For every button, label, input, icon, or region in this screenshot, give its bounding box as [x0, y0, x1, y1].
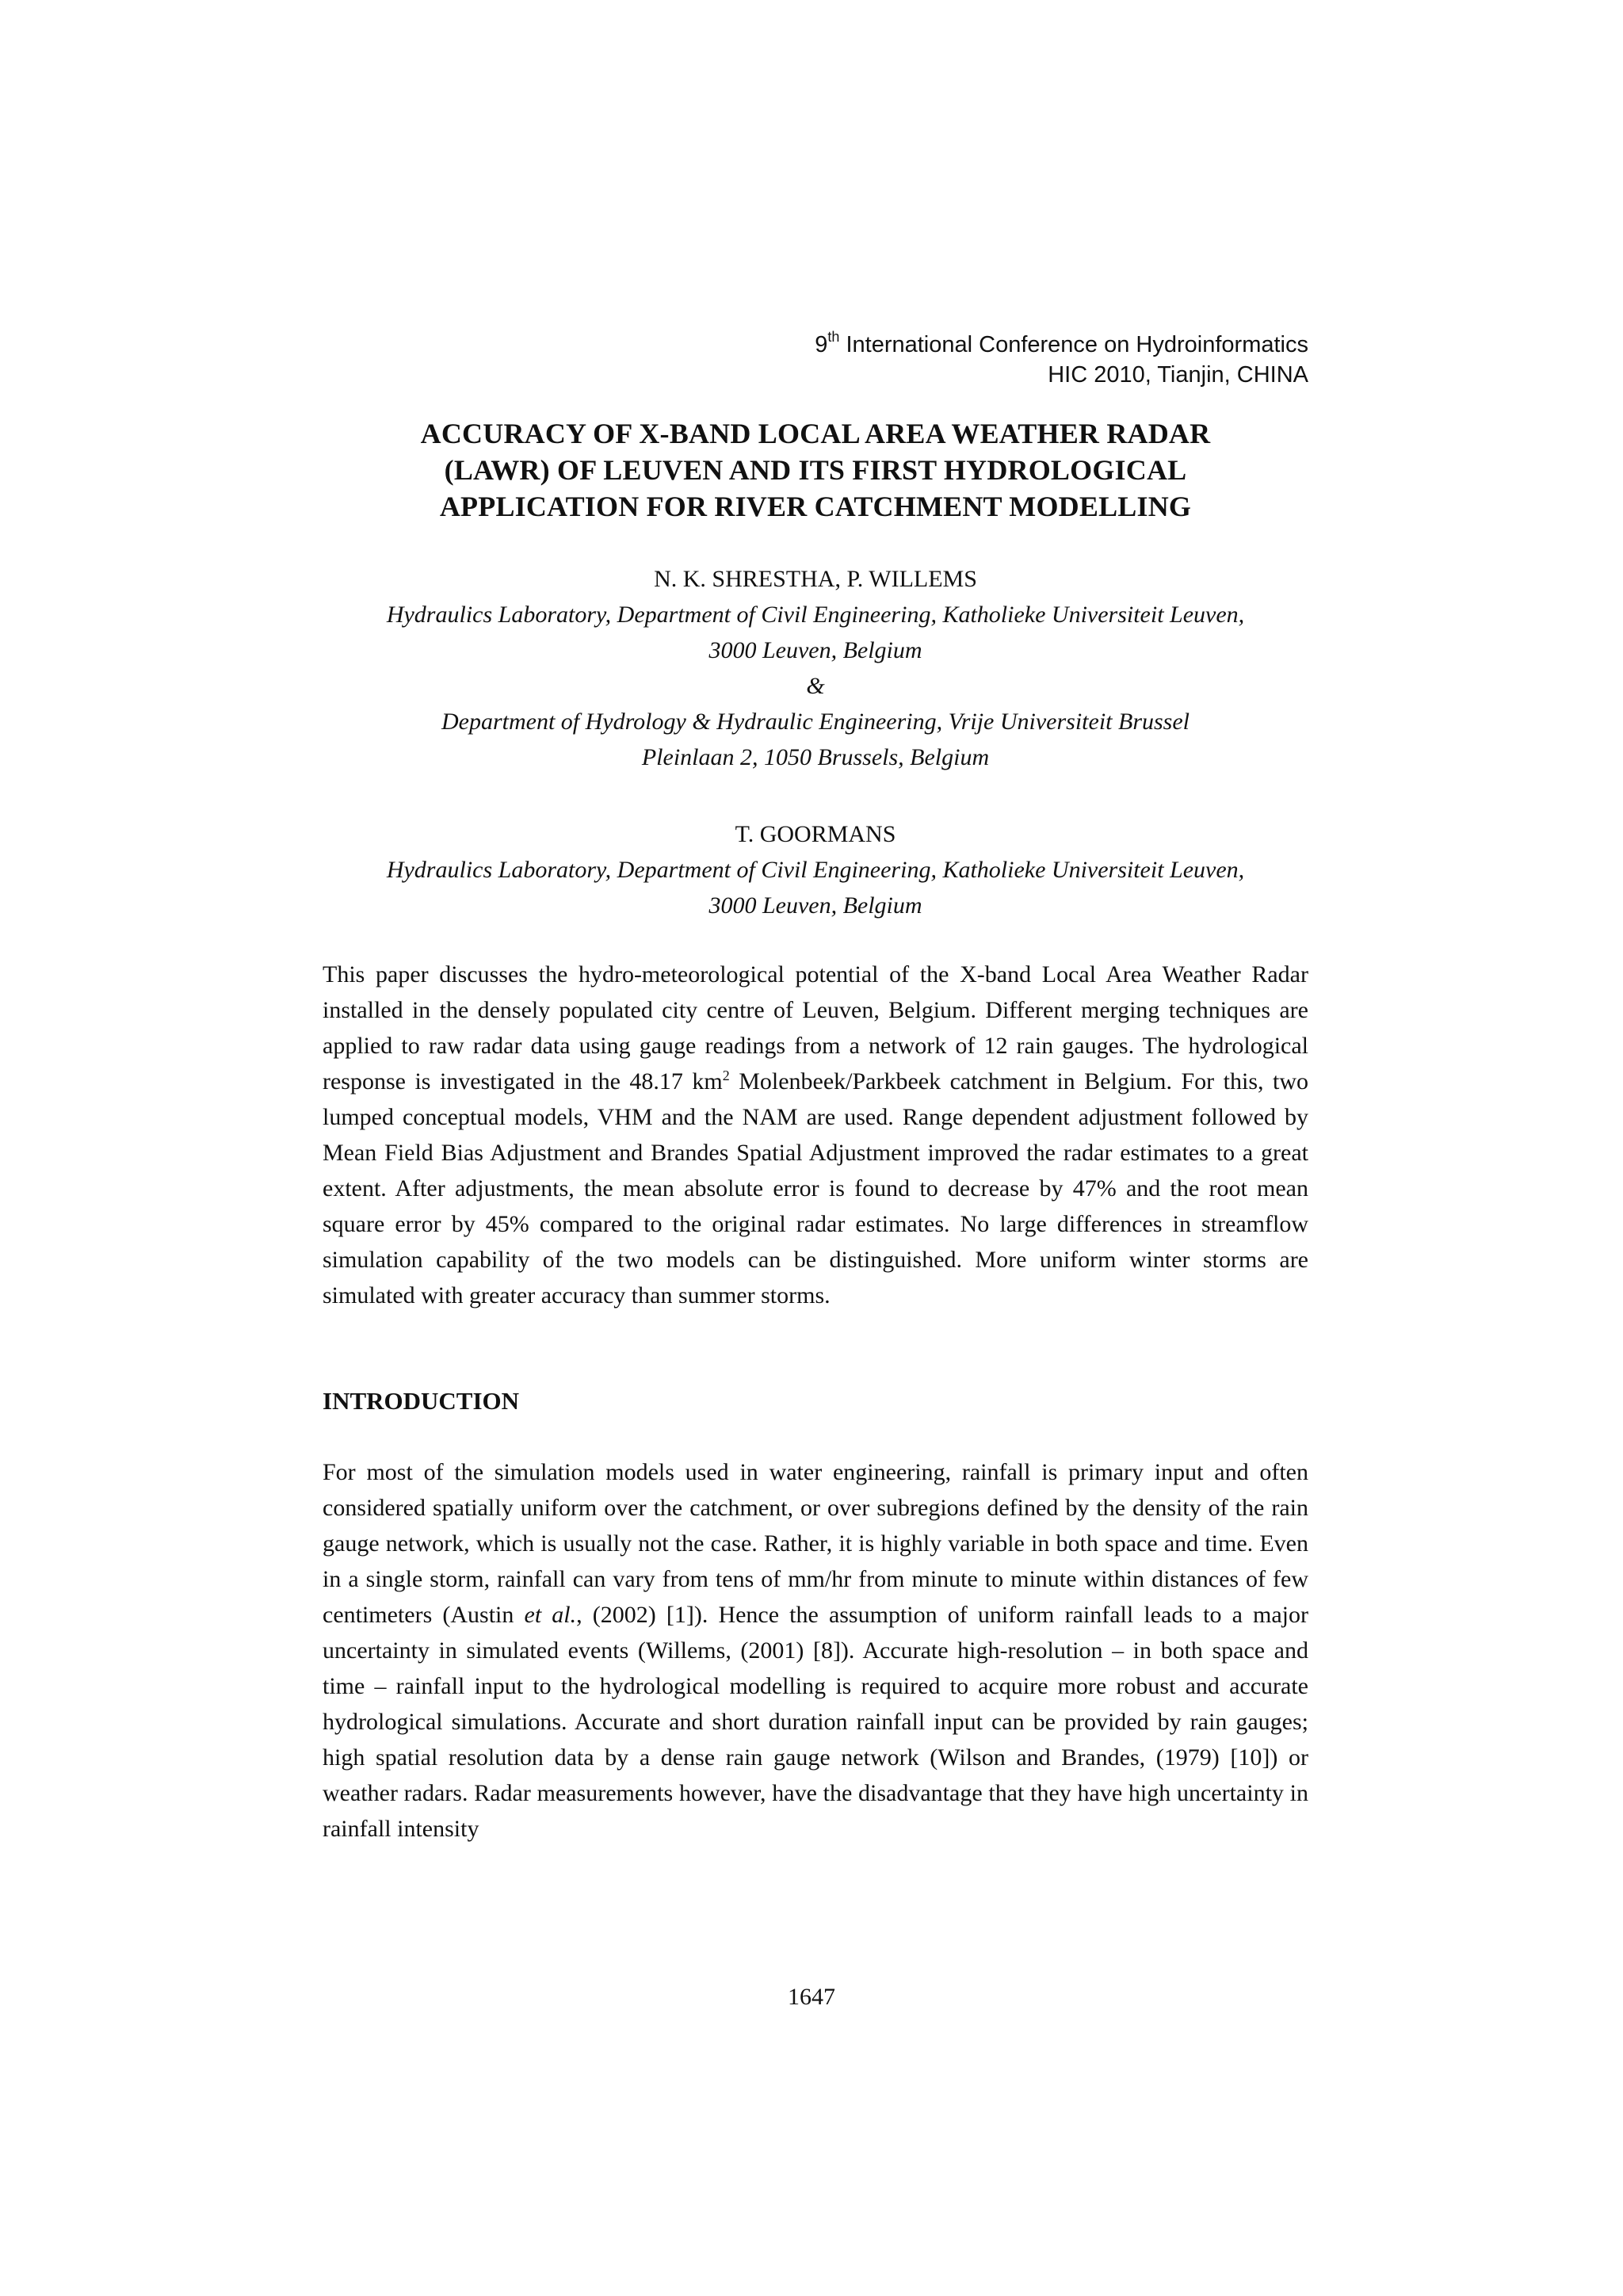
- section-heading-introduction: INTRODUCTION: [323, 1387, 520, 1415]
- author-names: T. GOORMANS: [735, 821, 896, 847]
- page-number: 1647: [788, 1984, 835, 2010]
- introduction-text: , (2002) [1]). Hence the assumption of uniform rainfall leads to a major uncertainty in simulated events (Willems, (2001) [8]). Accurate high-resolution – in both space and time – rainfall input to the hydrological modelling is required to acquire more robust and accurate hydrological simulations. Accurate and short duration rainfall input can be provided by rain gauges; high spatial resolution data by a dense rain gauge network (Wilson and Brandes, (1979) [10]) or weather radars. Radar measurements however, have the disadvantage that they have high uncertainty in rainfall intensity: [323, 1602, 1308, 1842]
- title-line-2: (LAWR) OF LEUVEN AND ITS FIRST HYDROLOGICAL: [444, 454, 1187, 486]
- affiliation-line: 3000 Leuven, Belgium: [708, 637, 922, 663]
- affiliation-line: Department of Hydrology & Hydraulic Engineering, Vrije Universiteit Brussel: [441, 709, 1190, 735]
- affiliation-line: Pleinlaan 2, 1050 Brussels, Belgium: [641, 744, 990, 770]
- title-line-1: ACCURACY OF X-BAND LOCAL AREA WEATHER RADAR: [420, 418, 1211, 449]
- author-names: N. K. SHRESTHA, P. WILLEMS: [654, 566, 977, 592]
- affiliation-line: Hydraulics Laboratory, Department of Civil Engineering, Katholieke Universiteit Leuven,: [386, 602, 1245, 628]
- abstract-text: Molenbeek/Parkbeek catchment in Belgium. For this, two lumped conceptual models, VHM and the NAM are used. Range dependent adjustment followed by Mean Field Bias Adjustment and Brandes Spatial Adjustment improved the radar estimates to a great extent. After adjustments, the mean absolute error is found to decrease by 47% and the root mean square error by 45% compared to the original radar estimates. No large differences in streamflow simulation capability of the two models can be distinguished. More uniform winter storms are simulated with greater accuracy than summer storms.: [323, 1068, 1308, 1308]
- conference-ordinal-suffix: th: [827, 329, 840, 346]
- conference-ordinal: 9: [815, 332, 828, 357]
- paper-title: [323, 415, 1308, 525]
- conference-name: International Conference on Hydroinformatics: [839, 332, 1308, 357]
- affiliation-line: Hydraulics Laboratory, Department of Civil Engineering, Katholieke Universiteit Leuven,: [386, 857, 1245, 883]
- affiliation-separator: &: [806, 673, 825, 699]
- abstract-paragraph: [323, 957, 1308, 1313]
- author-block-2: [323, 816, 1308, 923]
- introduction-text: For most of the simulation models used in water engineering, rainfall is primary input and often considered spatially uniform over the catchment, or over subregions defined by the density of the rain gauge network, which is usually not the case. Rather, it is highly variable in both space and time. Even in a single storm, rainfall can vary from tens of mm/hr from minute to minute within distances of few centimeters (Austin: [323, 1459, 1308, 1628]
- conference-name-line: [595, 330, 1308, 360]
- title-line-3: APPLICATION FOR RIVER CATCHMENT MODELLING: [439, 491, 1192, 522]
- author-block-1: [323, 561, 1308, 775]
- conference-venue: HIC 2010, Tianjin, CHINA: [1048, 362, 1308, 388]
- affiliation-line: 3000 Leuven, Belgium: [708, 892, 922, 919]
- abstract-text: This paper discusses the hydro-meteorological potential of the X-band Local Area Weather Radar installed in the densely populated city centre of Leuven, Belgium. Different merging techniques are applied to raw radar data using gauge readings from a network of 12 rain gauges. The hydrological response is investigated in the 48.17 km: [323, 961, 1308, 1095]
- introduction-paragraph: [323, 1454, 1308, 1847]
- conference-header: [595, 330, 1308, 390]
- superscript-2: 2: [722, 1068, 730, 1083]
- citation-et-al: et al.: [524, 1602, 577, 1628]
